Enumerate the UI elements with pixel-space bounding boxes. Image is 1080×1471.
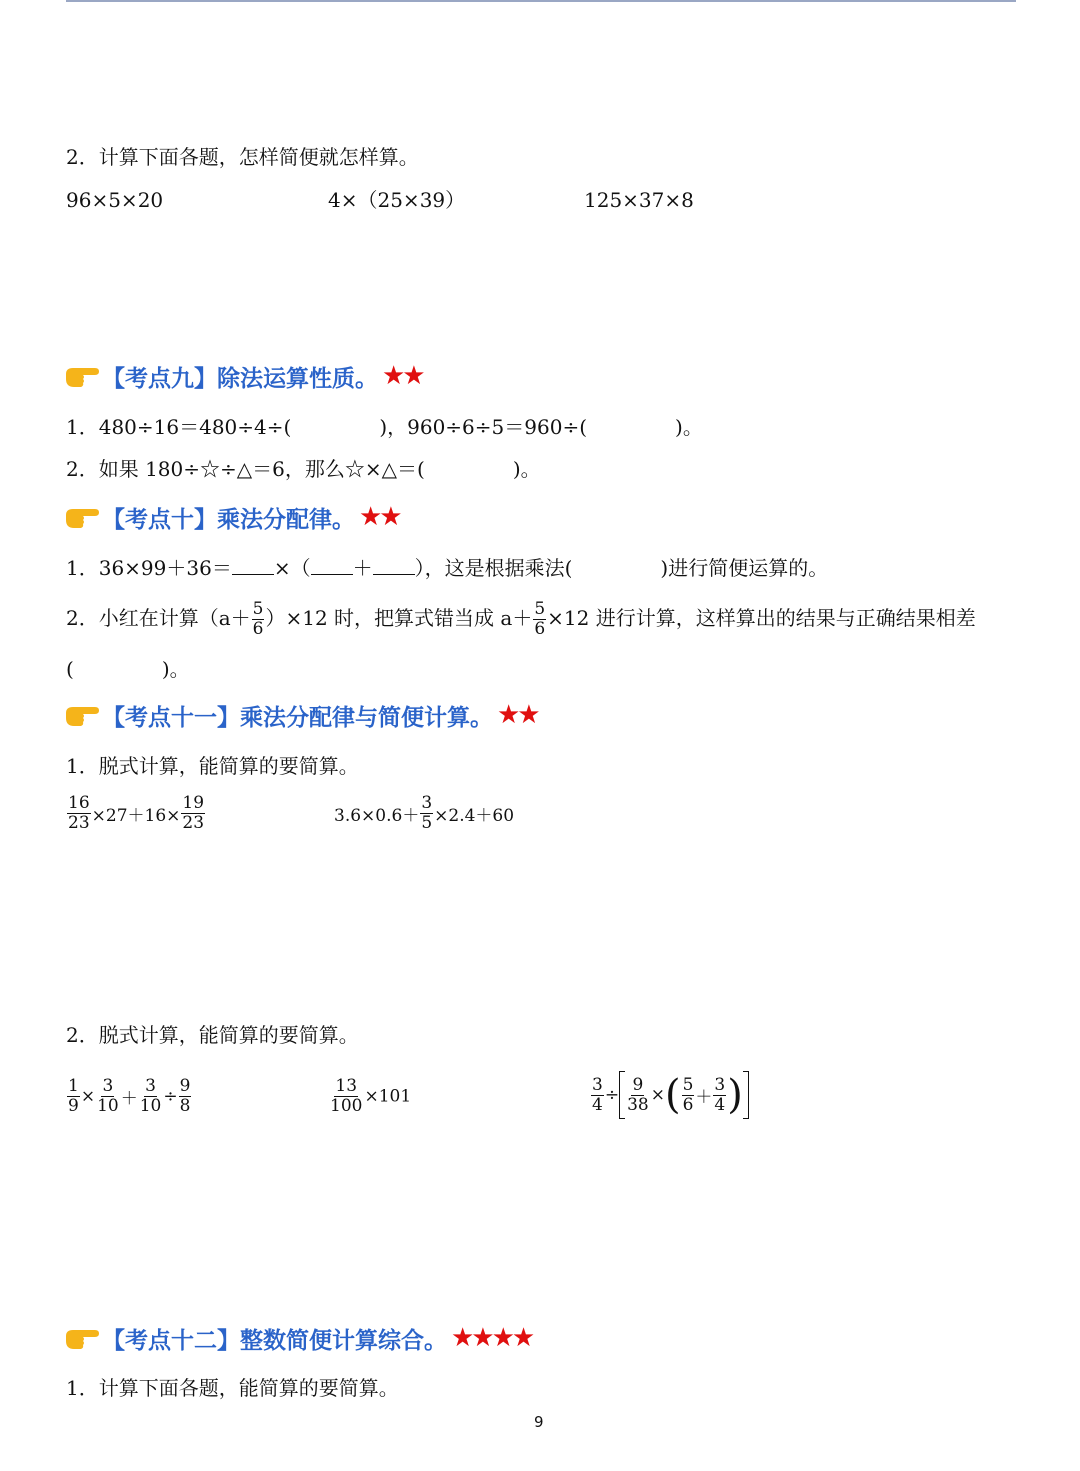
math-expression: $\frac{13}{100}$ ×101 xyxy=(330,1076,412,1116)
fraction: $\frac{1}{9}$ xyxy=(68,1076,79,1116)
question-text: 2．脱式计算，能简算的要简算。 xyxy=(66,1023,359,1047)
question-text: 2．如果 180÷☆÷△＝6，那么☆×△＝( xyxy=(66,457,425,481)
top-rule xyxy=(66,0,1016,2)
math-expression: $\frac{16}{23}$ ×27＋16× $\frac{19}{23}$ xyxy=(68,793,205,833)
pointing-hand-icon xyxy=(64,701,100,729)
expression: 125×37×8 xyxy=(584,188,694,212)
question-line xyxy=(66,556,828,580)
fraction: $\frac{5}{6}$ xyxy=(252,599,264,639)
question-text: ＋ xyxy=(352,556,373,580)
question-text: 2．小红在计算（a＋ xyxy=(66,606,251,630)
question-text: 2．计算下面各题，怎样简便就怎样算。 xyxy=(66,145,419,169)
fraction: $\frac{3}{10}$ xyxy=(139,1076,162,1116)
fraction: $\frac{16}{23}$ xyxy=(68,793,90,833)
fraction: $\frac{9}{8}$ xyxy=(179,1076,191,1116)
math-expression: $\frac{1}{9}$ × $\frac{3}{10}$ ＋ $\frac{3}{10}$ ÷ $\frac{9}{8}$ xyxy=(68,1076,191,1116)
star-rating: ★★ xyxy=(382,361,423,391)
question-text: ( xyxy=(66,657,74,681)
section-title: 【考点十一】乘法分配律与简便计算。 xyxy=(102,704,493,731)
question-text: 1．36×99＋36＝ xyxy=(66,556,232,580)
star-rating: ★★ xyxy=(359,502,400,532)
fraction: $\frac{5}{6}$ xyxy=(534,599,546,639)
fraction: $\frac{5}{6}$ xyxy=(682,1074,694,1115)
question-text: ×（ xyxy=(273,556,311,580)
question-line xyxy=(66,596,976,640)
pointing-hand-icon xyxy=(64,503,100,531)
fraction: $\frac{9}{38}$ xyxy=(627,1074,649,1115)
question-text: ）×12 时，把算式错当成 a＋ xyxy=(265,606,533,630)
section-heading-11 xyxy=(64,698,538,732)
fraction: $\frac{3}{5}$ xyxy=(421,793,433,833)
question-text: ×12 进行计算，这样算出的结果与正确结果相差 xyxy=(547,606,976,630)
question-text: )。 xyxy=(161,657,190,681)
fraction: $\frac{19}{23}$ xyxy=(182,793,205,833)
answer-blank[interactable] xyxy=(373,556,415,575)
question-line xyxy=(66,657,190,681)
page-number: 9 xyxy=(534,1413,544,1431)
question-text: )，960÷6÷5＝960÷( xyxy=(379,415,588,439)
expression: 4×（25×39） xyxy=(328,188,466,212)
star-rating: ★★★★ xyxy=(451,1323,533,1353)
right-bracket xyxy=(743,1071,749,1119)
question-text: )进行简便运算的。 xyxy=(660,556,829,580)
right-paren: ) xyxy=(727,1072,743,1118)
section-title: 【考点十二】整数简便计算综合。 xyxy=(102,1327,447,1354)
fraction: $\frac{13}{100}$ xyxy=(330,1076,363,1116)
fraction: $\frac{3}{4}$ xyxy=(592,1074,603,1115)
answer-blank[interactable] xyxy=(311,556,353,575)
fraction: $\frac{3}{4}$ xyxy=(714,1074,726,1115)
question-text: )。 xyxy=(512,457,541,481)
star-rating: ★★ xyxy=(497,700,538,730)
fraction: $\frac{3}{10}$ xyxy=(97,1076,119,1116)
math-expression: 3.6×0.6＋ $\frac{3}{5}$ ×2.4＋60 xyxy=(334,793,515,833)
question-text: 1．480÷16＝480÷4÷( xyxy=(66,415,292,439)
pointing-hand-icon xyxy=(64,362,100,390)
question-text: )。 xyxy=(675,415,703,439)
section-heading-10 xyxy=(64,500,400,534)
pointing-hand-icon xyxy=(64,1324,100,1352)
question-text: ），这是根据乘法( xyxy=(414,556,573,580)
expression: 96×5×20 xyxy=(66,188,164,212)
left-bracket xyxy=(619,1071,625,1119)
question-text: 1．脱式计算，能简算的要简算。 xyxy=(66,754,359,778)
section-title: 【考点十】乘法分配律。 xyxy=(102,506,355,533)
section-heading-9 xyxy=(64,359,423,393)
answer-blank[interactable] xyxy=(232,556,274,575)
left-paren: ( xyxy=(664,1072,681,1118)
question-line xyxy=(66,415,703,439)
question-line xyxy=(66,457,541,481)
question-text: 1．计算下面各题，能简算的要简算。 xyxy=(66,1376,399,1400)
section-title: 【考点九】除法运算性质。 xyxy=(102,365,378,392)
math-expression: $\frac{3}{4}$ ÷ $\frac{9}{38}$ ×( $\frac{5}{6}$ ＋ $\frac{3}{4}$ ) xyxy=(590,1071,749,1119)
section-heading-12 xyxy=(64,1321,532,1355)
